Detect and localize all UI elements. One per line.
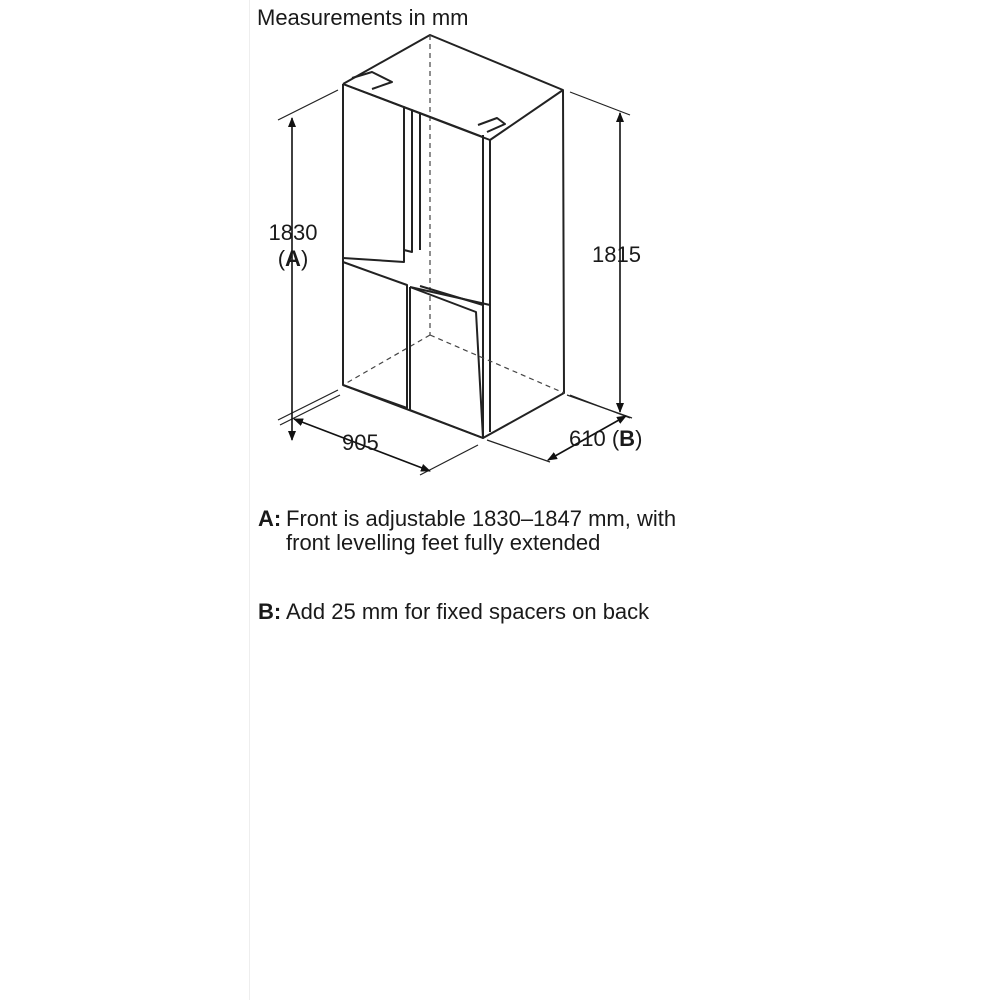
height-front-tag: (A) [277, 246, 309, 271]
top-right-edge [490, 90, 563, 140]
door-handle-right [412, 110, 420, 250]
ext-top-right [570, 92, 630, 115]
hidden-bottom-right [430, 335, 564, 393]
note-a-text: Front is adjustable 1830–1847 mm, with front levelling feet fully extended [286, 506, 677, 555]
ext-depth-front [487, 440, 550, 462]
depth-value: 610 [569, 426, 606, 451]
note-a [258, 507, 726, 555]
page-title: Measurements in mm [257, 5, 469, 30]
door-handle-left [404, 107, 412, 252]
height-front-value: 1830 [268, 220, 318, 245]
doors [343, 72, 505, 438]
dimension-label-height-back: 1815 [592, 242, 641, 267]
hinge-right [478, 118, 505, 132]
note-b-text: Add 25 mm for fixed spacers on back [286, 599, 650, 624]
dimension-label-depth: 610 (B) [569, 426, 643, 451]
hidden-edges [343, 35, 564, 393]
ext-depth-back [567, 395, 632, 418]
lower-left-drawer [343, 262, 407, 408]
note-a-key: A: [258, 506, 282, 531]
upper-left-door [343, 84, 404, 262]
hidden-bottom-left [343, 335, 430, 385]
tag-a: A [285, 246, 301, 271]
dimension-label-height-front [262, 220, 324, 272]
ext-width-left [280, 395, 340, 425]
dimension-label-width: 905 [342, 430, 379, 455]
tag-b: B [619, 426, 636, 451]
ext-bottom-left [278, 390, 338, 420]
ext-top-left [278, 90, 338, 120]
note-b-key: B: [258, 599, 282, 624]
note-b [258, 600, 726, 624]
extension-lines [278, 90, 632, 475]
